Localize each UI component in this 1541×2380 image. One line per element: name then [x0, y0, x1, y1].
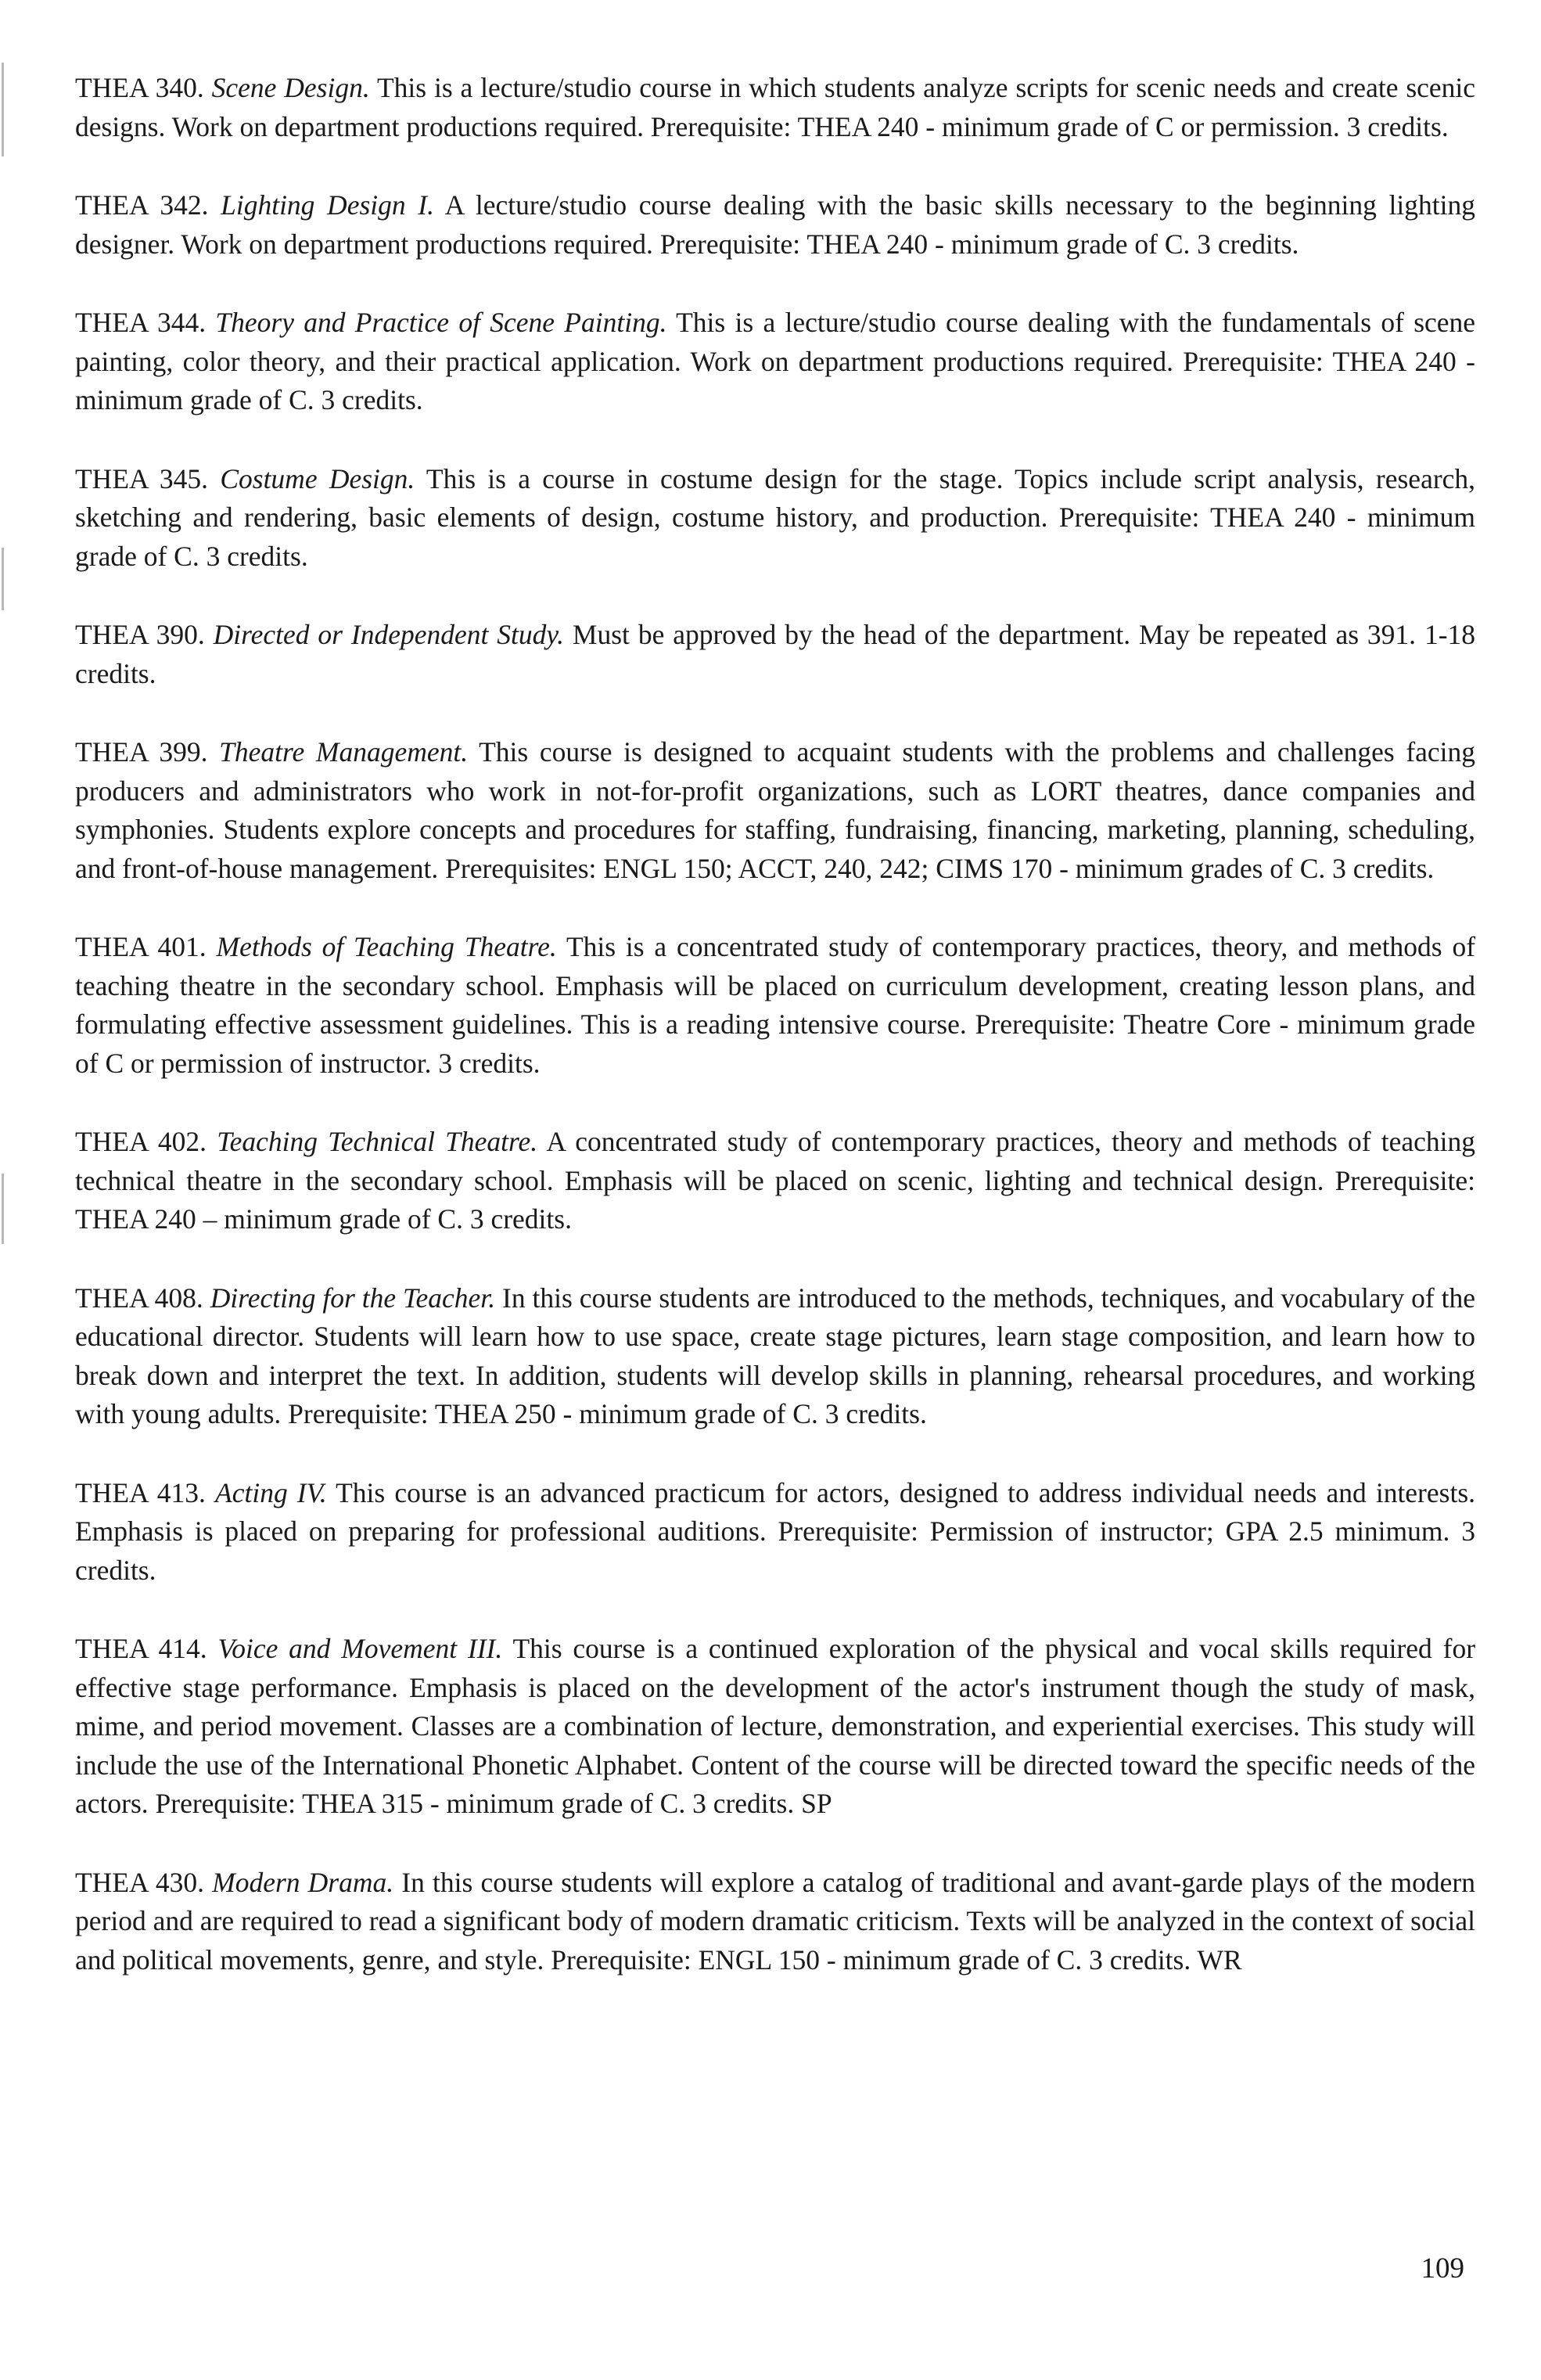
course-code: THEA 401. — [75, 931, 207, 962]
course-code: THEA 408. — [75, 1282, 203, 1314]
course-title: Scene Design. — [211, 72, 370, 103]
course-code: THEA 399. — [75, 736, 208, 768]
course-code: THEA 430. — [75, 1866, 204, 1898]
scan-edge-mark — [2, 548, 4, 610]
course-entry-thea-342 — [75, 186, 1475, 264]
course-description: This course is a continued exploration of the physical and vocal skills required for effective stage performance. Emphasis is placed on the development of the actor's instrument though the study of mask, mime, and period movement. Classes are a combination of lecture, demonstration, and experiential exercises. This study will include the use of the International Phonetic Alphabet. Content of the course will be directed toward the specific needs of the actors. Prerequisite: THEA 315 - minimum grade of C. 3 credits. SP — [75, 1633, 1476, 1819]
course-code: THEA 342. — [75, 189, 209, 221]
course-description: In this course students will explore a catalog of traditional and avant-garde plays of the modern period and are required to read a significant body of modern dramatic criticism. Texts will be analyzed in the context of social and political movements, genre, and style. Prerequisite: ENGL 150 - minimum grade of C. 3 credits. WR — [75, 1866, 1475, 1976]
course-description: This is a course in costume design for the stage. Topics include script analysis, research, sketching and rendering, basic elements of design, costume history, and production. Prerequisite: THEA 240 - minimum grade of C. 3 credits. — [75, 462, 1476, 572]
course-title: Voice and Movement III. — [217, 1633, 503, 1664]
course-code: THEA 345. — [75, 462, 209, 494]
course-title: Teaching Technical Theatre. — [217, 1126, 538, 1157]
course-description: A lecture/studio course dealing with the basic skills necessary to the beginning lighting designer. Work on department productions required. Prerequisite: THEA 240 - minimum grade of C. 3 credits. — [75, 189, 1475, 260]
course-description: Must be approved by the head of the department. May be repeated as 391. 1-18 credits. — [75, 619, 1476, 689]
course-entry-thea-430 — [75, 1864, 1475, 1980]
course-entry-thea-402 — [75, 1123, 1475, 1239]
course-entry-thea-344 — [75, 304, 1475, 420]
course-title: Lighting Design I. — [221, 189, 434, 221]
course-code: THEA 390. — [75, 619, 205, 650]
course-description: This is a concentrated study of contemporary practices, theory, and methods of teaching theatre in the secondary school. Emphasis will be placed on curriculum development, creating lesson plans, and formulating effective assessment guidelines. This is a reading intensive course. Prerequisite: Theatre Core - minimum grade of C or permission of instructor. 3 credits. — [75, 931, 1476, 1079]
course-code: THEA 414. — [75, 1633, 207, 1664]
course-title: Methods of Teaching Theatre. — [216, 931, 557, 962]
course-title: Directing for the Teacher. — [210, 1282, 496, 1314]
course-code: THEA 413. — [75, 1476, 206, 1508]
course-title: Theatre Management. — [219, 736, 469, 768]
course-description: This is a lecture/studio course in which students analyze scripts for scenic needs and create scenic designs. Work on department productions required. Prerequisite: THEA 240 - minimum grade of C or permission. 3 credits. — [75, 72, 1476, 142]
course-title: Modern Drama. — [212, 1866, 394, 1898]
course-title: Theory and Practice of Scene Painting. — [215, 307, 667, 338]
course-code: THEA 402. — [75, 1126, 207, 1157]
course-code: THEA 340. — [75, 72, 204, 103]
course-title: Acting IV. — [215, 1476, 327, 1508]
course-description: This course is designed to acquaint students with the problems and challenges facing producers and administrators who work in not-for-profit organizations, such as LORT theatres, dance companies and symphonies. Students explore concepts and procedures for staffing, fundraising, financing, marketing, planning, scheduling, and front-of-house management. Prerequisites: ENGL 150; ACCT, 240, 242; CIMS 170 - minimum grades of C. 3 credits. — [75, 736, 1476, 884]
course-entry-thea-414 — [75, 1630, 1475, 1824]
course-code: THEA 344. — [75, 307, 207, 338]
course-description: In this course students are introduced to the methods, techniques, and vocabulary of the educational director. Students will learn how to use space, create stage pictures, learn stage composition, and learn how to break down and interpret the text. In addition, students will develop skills in planning, rehearsal procedures, and working with young adults. Prerequisite: THEA 250 - minimum grade of C. 3 credits. — [75, 1282, 1476, 1429]
course-description: This is a lecture/studio course dealing with the fundamentals of scene painting, color theory, and their practical application. Work on department productions required. Prerequisite: THEA 240 - minimum grade of C. 3 credits. — [75, 307, 1476, 415]
course-catalog-page — [75, 69, 1475, 2019]
course-description: This course is an advanced practicum for actors, designed to address individual needs and interests. Emphasis is placed on preparing for professional auditions. Prerequisite: Permission of instructor; GPA 2.5 minimum. 3 credits. — [75, 1476, 1476, 1586]
course-entry-thea-345 — [75, 460, 1475, 577]
scan-edge-mark — [2, 1174, 4, 1244]
course-entry-thea-390 — [75, 616, 1475, 693]
course-entry-thea-340 — [75, 69, 1475, 146]
page-number: 109 — [1421, 2252, 1464, 2285]
course-title: Costume Design. — [220, 462, 415, 494]
course-title: Directed or Independent Study. — [213, 619, 565, 650]
course-entry-thea-401 — [75, 928, 1475, 1083]
course-description: A concentrated study of contemporary practices, theory and methods of teaching technical theatre in the secondary school. Emphasis will be placed on scenic, lighting and technical design. Prerequisite: THEA 240 – minimum grade of C. 3 credits. — [75, 1126, 1475, 1235]
course-entry-thea-399 — [75, 733, 1475, 888]
scan-edge-mark — [2, 63, 4, 156]
course-entry-thea-408 — [75, 1279, 1475, 1434]
course-entry-thea-413 — [75, 1474, 1475, 1591]
